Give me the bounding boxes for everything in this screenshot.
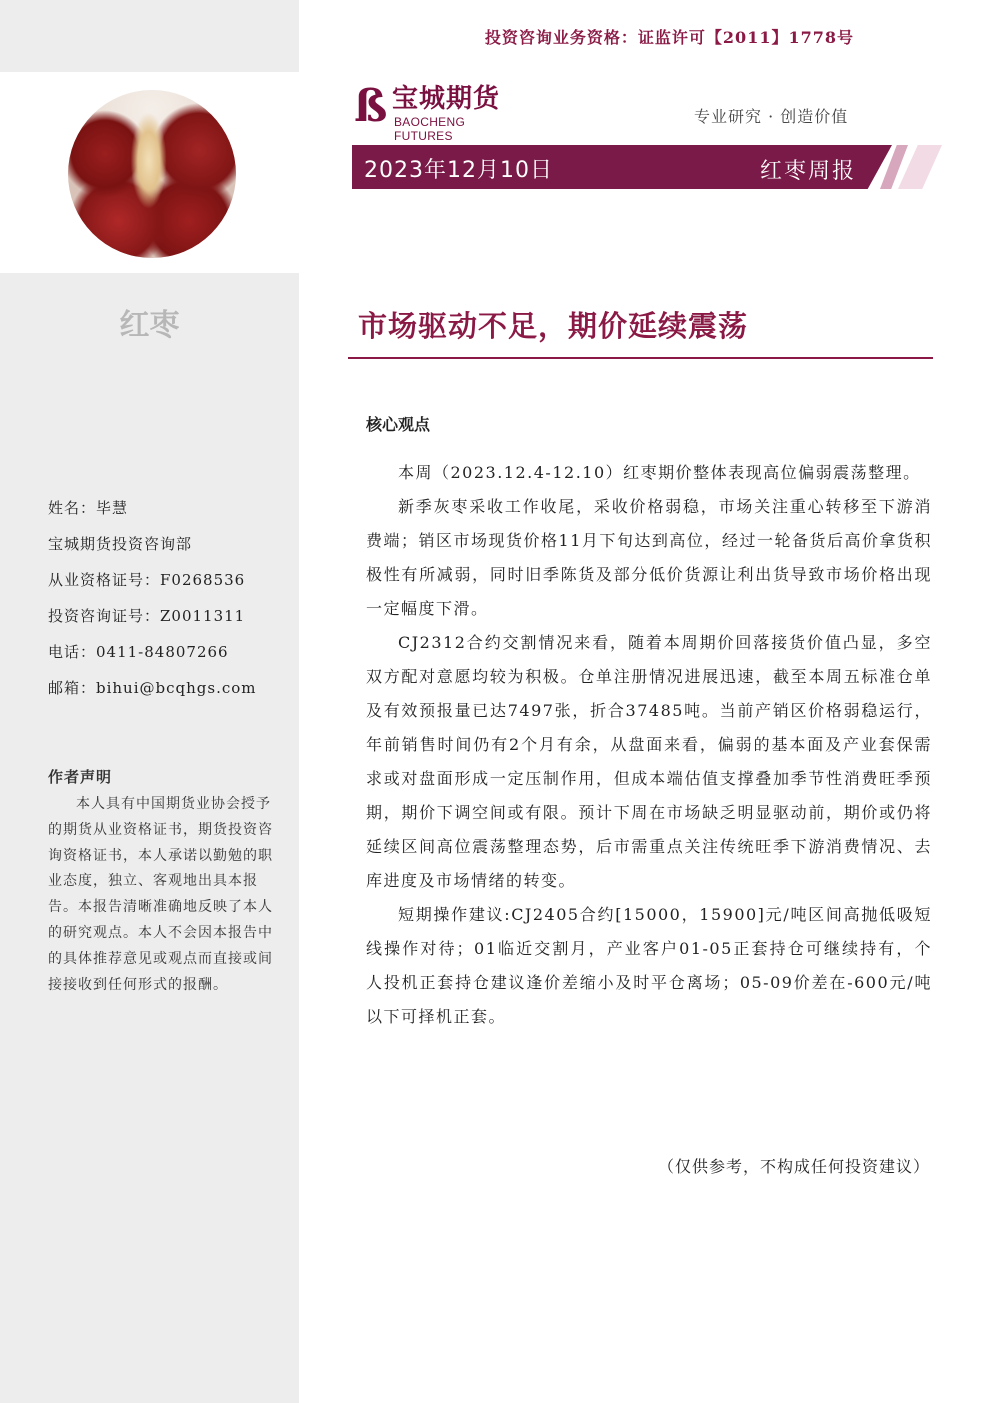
title-divider xyxy=(348,357,933,359)
license-text: 投资咨询业务资格：证监许可【2011】1778号 xyxy=(484,28,854,47)
analyst-info xyxy=(48,496,257,712)
core-view-label: 核心观点 xyxy=(366,415,431,434)
analyst-name: 姓名：毕慧 xyxy=(48,499,129,517)
report-date: 2023年12月10日 xyxy=(364,158,553,183)
logo-chinese-name: 宝城期货 xyxy=(392,84,501,114)
company-logo xyxy=(354,81,524,143)
analyst-advisory-license: 投资咨询证号：Z0011311 xyxy=(48,607,246,625)
analyst-phone: 电话：0411-84807266 xyxy=(48,643,229,661)
red-dates-photo xyxy=(68,90,236,258)
disclaimer: （仅供参考，不构成任何投资建议） xyxy=(657,1157,930,1176)
analyst-department: 宝城期货投资咨询部 xyxy=(48,535,193,553)
sidebar-top-panel xyxy=(0,0,299,72)
body-paragraph: 本周（2023.12.4-12.10）红枣期价整体表现高位偏弱震荡整理。 xyxy=(398,463,921,482)
logo-b-icon: ß xyxy=(354,81,388,132)
declaration-body: 本人具有中国期货业协会授予的期货从业资格证书，期货投资咨询资格证书，本人承诺以勤勉的职业态度，独立、客观地出具本报告。本报告清晰准确地反映了本人的研究观点。本人不会因本报告中的具体推荐意见或观点而直接或间接接收到任何形式的报酬。 xyxy=(48,796,273,993)
body-paragraph: CJ2312合约交割情况来看，随着本周期价回落接货价值凸显，多空双方配对意愿均较为积极。仓单注册情况进展迅速，截至本周五标准仓单及有效预报量已达7497张，折合37485吨。当前产销区价格弱稳运行，年前销售时间仍有2个月有余，从盘面来看，偏弱的基本面及产业套保需求或对盘面形成一定压制作用，但成本端估值支撑叠加季节性消费旺季预期，期价下调空间或有限。预计下周在市场缺乏明显驱动前，期价或仍将延续区间高位震荡整理态势，后市需重点关注传统旺季下游消费情况、去库进度及市场情绪的转变。 xyxy=(366,633,932,890)
logo-english-name: BAOCHENG FUTURES xyxy=(394,115,466,143)
report-body xyxy=(366,456,932,1034)
declaration-title: 作者声明 xyxy=(48,768,113,786)
body-paragraph: 新季灰枣采收工作收尾，采收价格弱稳，市场关注重心转移至下游消费端；销区市场现货价格11月下旬达到高位，经过一轮备货后高价拿货积极性有所减弱，同时旧季陈货及部分低价货源让利出货导致市场价格出现一定幅度下滑。 xyxy=(366,497,932,618)
body-paragraph: 短期操作建议:CJ2405合约[15000，15900]元/吨区间高抛低吸短线操作对待；01临近交割月，产业客户01-05正套持仓可继续持有，个人投机正套持仓建议逢价差缩小及时平仓离场；05-09价差在-600元/吨以下可择机正套。 xyxy=(366,905,932,1026)
analyst-license: 从业资格证号：F0268536 xyxy=(48,571,246,589)
page-title: 市场驱动不足，期价延续震荡 xyxy=(358,309,749,343)
analyst-email: 邮箱：bihui@bcqhgs.com xyxy=(48,679,257,697)
report-type: 红枣周报 xyxy=(760,159,857,184)
slogan: 专业研究 · 创造价值 xyxy=(694,107,849,126)
crop-label: 红枣 xyxy=(119,308,180,343)
